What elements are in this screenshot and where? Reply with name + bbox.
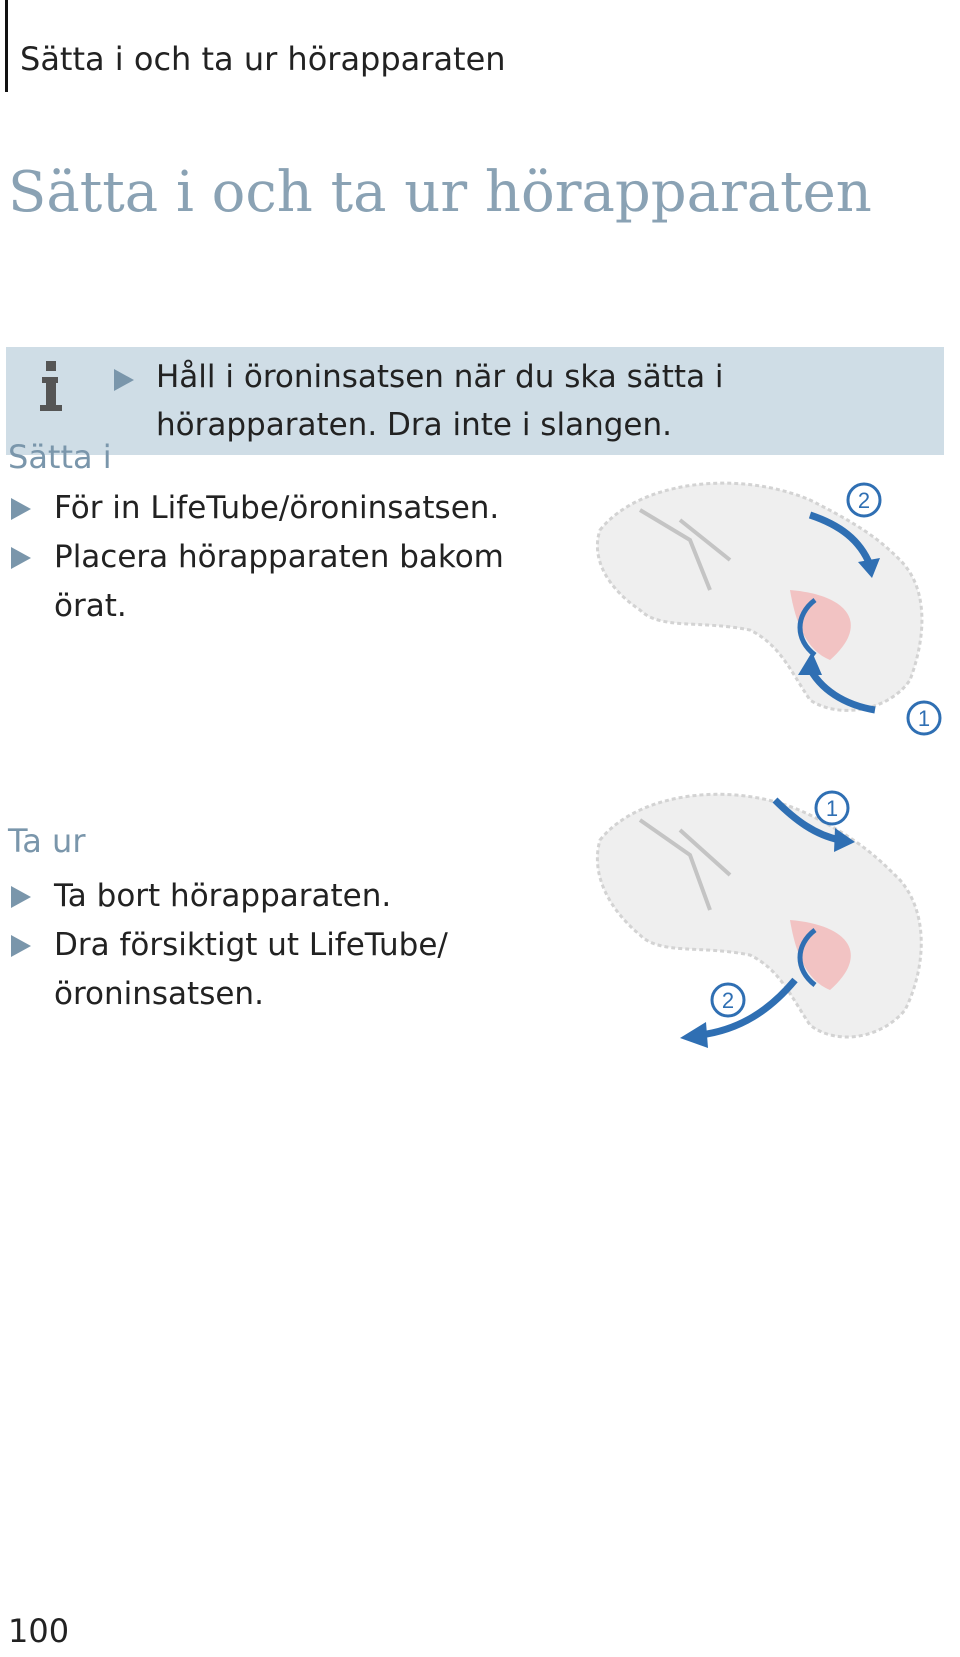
bullet-arrow-icon [11,886,31,908]
remove-steps [8,872,568,1019]
callout-number: 1 [825,796,839,821]
bullet-arrow-icon [114,369,134,391]
header-rule [5,0,8,92]
step-text: För in LifeTube/öroninsatsen. [54,490,500,526]
section-heading-remove: Ta ur [8,822,86,860]
page-number: 100 [8,1612,70,1650]
callout-number: 2 [857,488,871,513]
bullet-arrow-icon [11,935,31,957]
bullet-arrow-icon [11,547,31,569]
info-text: Håll i öroninsatsen när du ska sätta i hörapparaten. Dra inte i slangen. [156,359,724,443]
list-item [8,921,568,1019]
step-text: Ta bort hörapparaten. [54,878,392,914]
info-box [6,347,944,455]
list-item [8,484,568,533]
bullet-arrow-icon [11,498,31,520]
running-head: Sätta i och ta ur hörapparaten [20,40,506,78]
callout-number: 2 [721,988,735,1013]
page-title: Sätta i och ta ur hörapparaten [8,160,872,225]
list-item [8,872,568,921]
section-heading-insert: Sätta i [8,438,112,476]
info-icon [36,359,66,415]
insert-illustration [580,470,950,750]
ear-shape [597,483,922,710]
remove-illustration [580,780,950,1080]
ear-shape [597,794,921,1037]
arrow-head-icon [680,1022,708,1048]
callout-number: 1 [917,706,931,731]
list-item [8,533,568,631]
step-text: Placera hörapparaten bakom örat. [54,539,504,624]
insert-steps [8,484,568,631]
step-text: Dra försiktigt ut LifeTube/öroninsatsen. [54,927,448,1012]
